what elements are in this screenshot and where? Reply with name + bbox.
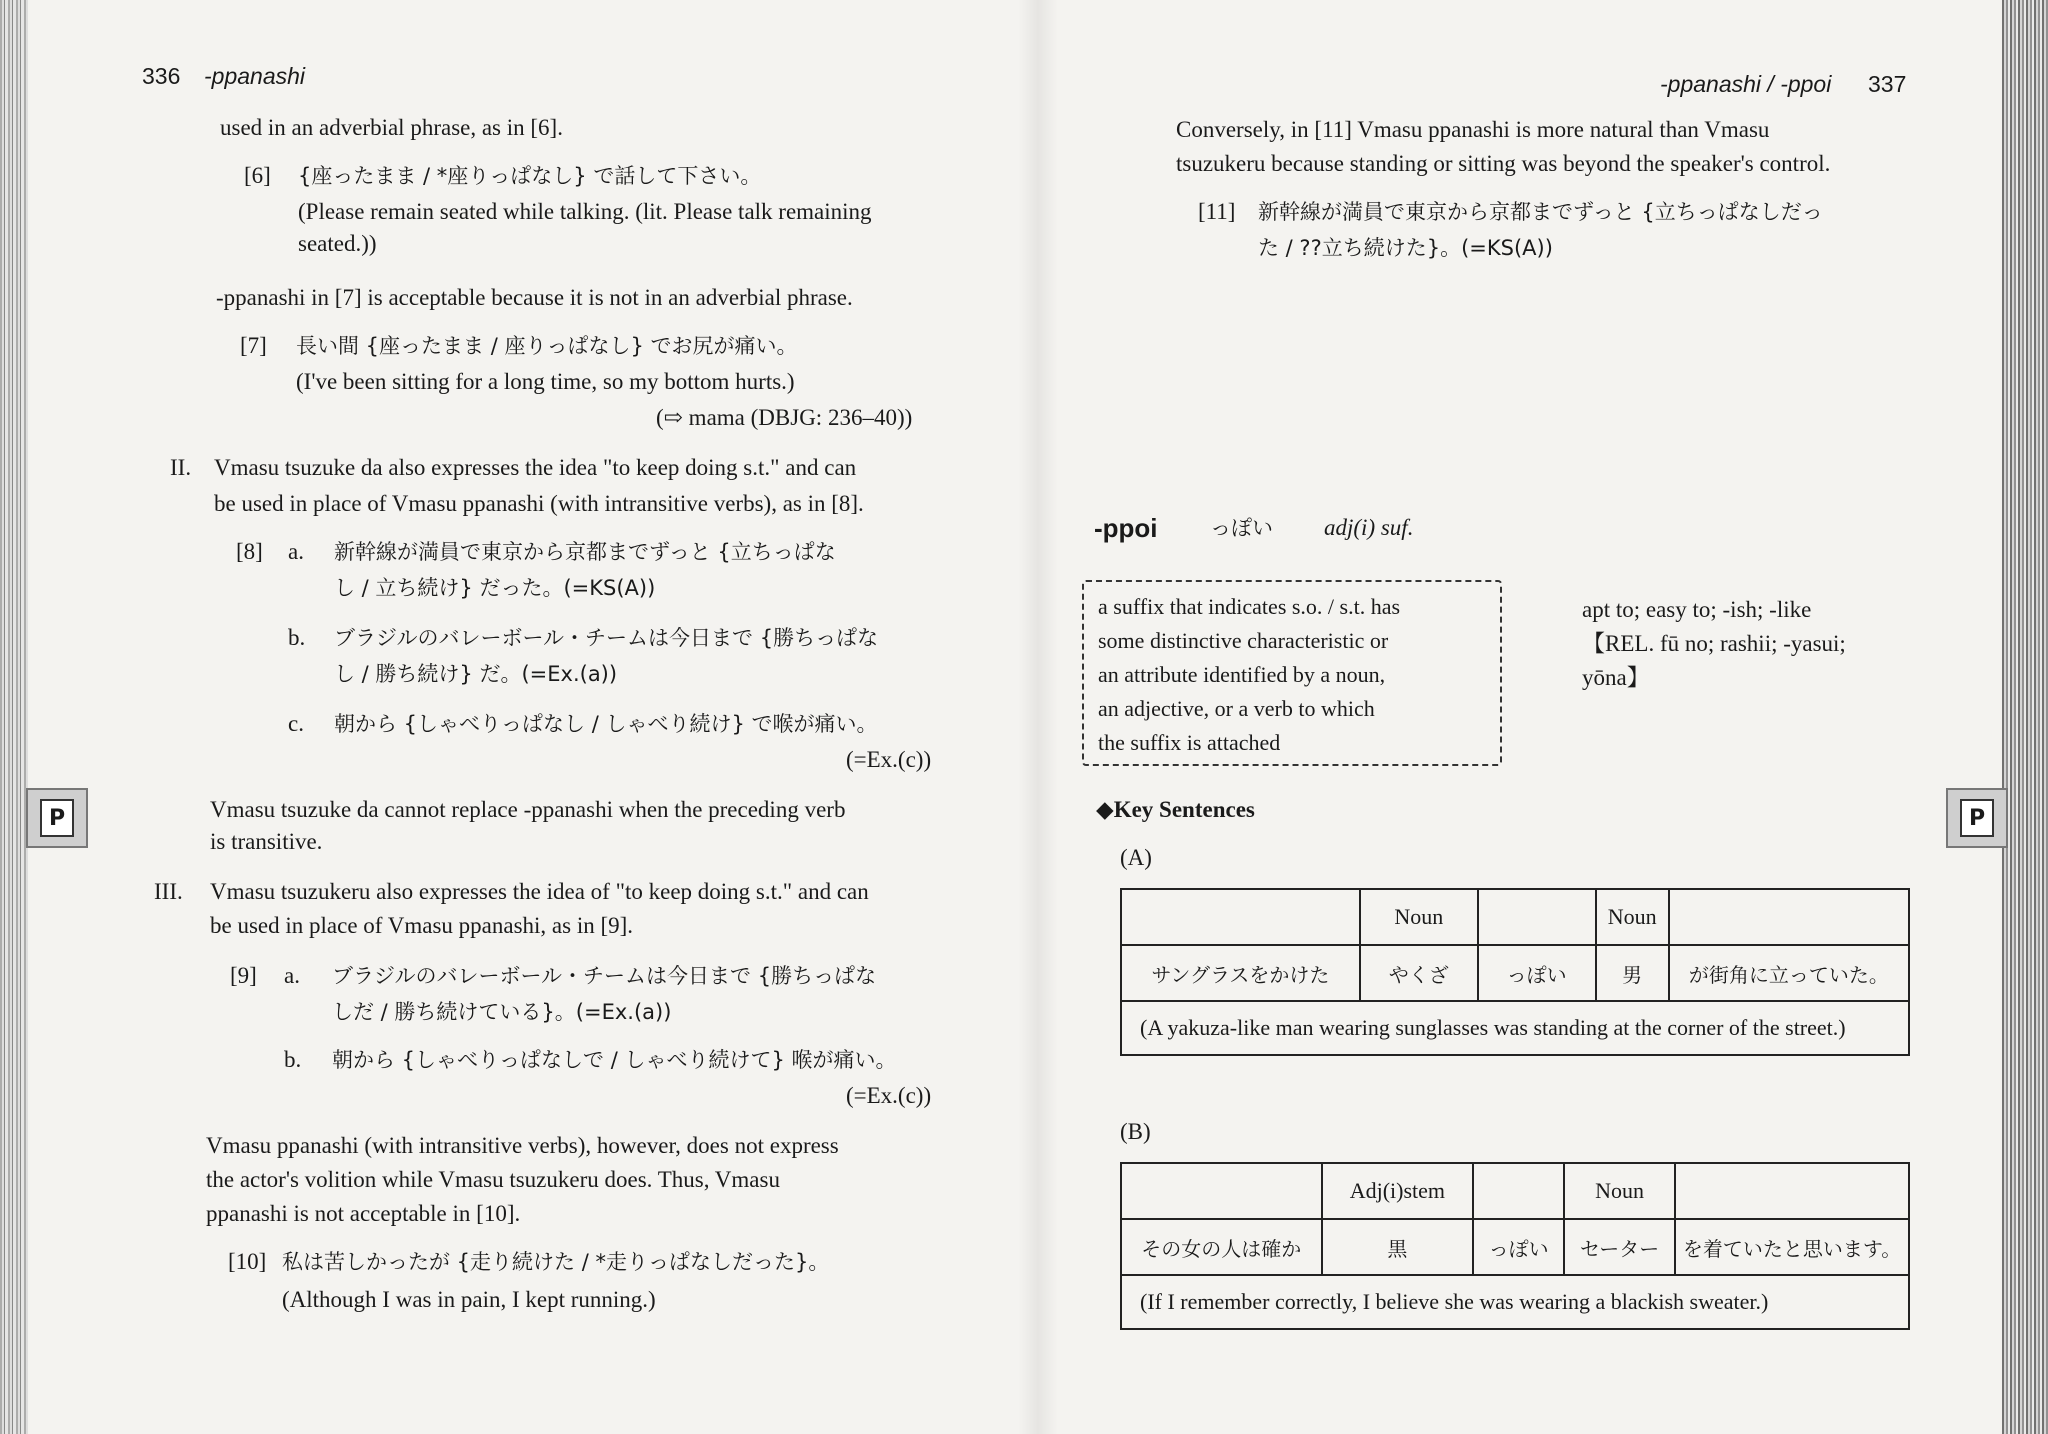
japanese-example: た / ??立ち続けた}。(=KS(A)): [1258, 236, 1553, 260]
key-sentences-heading: ◆Key Sentences: [1096, 797, 1255, 822]
example-number: [11]: [1198, 199, 1236, 224]
table-cell: [1669, 889, 1909, 945]
example-number: [9]: [230, 963, 257, 988]
japanese-example: 新幹線が満員で東京から京都までずっと {立ちっぱなしだっ: [1258, 200, 1823, 224]
tab-letter: P: [40, 799, 74, 837]
table-cell: Noun: [1360, 889, 1478, 945]
example-letter: a.: [288, 539, 304, 564]
translation-row: [1121, 1275, 1909, 1329]
definition-line: the suffix is attached: [1098, 730, 1281, 755]
page-edge-left: [0, 0, 28, 1434]
text-line: Vmasu ppanashi (with intransitive verbs), however, does not express: [206, 1133, 839, 1158]
cross-reference: (=Ex.(c)): [846, 1083, 932, 1108]
text-line: tsuzukeru because standing or sitting was beyond the speaker's control.: [1176, 151, 1831, 176]
text-line: -ppanashi in [7] is acceptable because it is not in an adverbial phrase.: [216, 285, 853, 310]
key-sentence-table-a: [1120, 888, 1910, 1056]
entry-part-of-speech: adj(i) suf.: [1324, 515, 1414, 540]
translation-line: (I've been sitting for a long time, so my bottom hurts.): [296, 369, 795, 394]
japanese-example: ブラジルのバレーボール・チームは今日まで {勝ちっぱな: [332, 964, 877, 988]
japanese-example: し / 勝ち続け} だ。(=Ex.(a)): [334, 662, 618, 686]
running-head-right: -ppanashi / -ppoi: [1660, 71, 1832, 97]
table-cell: その女の人は確か: [1121, 1219, 1322, 1275]
text-line: Vmasu tsuzukeru also expresses the idea of "to keep doing s.t." and can: [210, 879, 869, 904]
table-cell: を着ていたと思います。: [1675, 1219, 1909, 1275]
definition-line: some distinctive characteristic or: [1098, 628, 1389, 653]
thumb-index-tab-right: [1946, 788, 2008, 848]
text-line: ppanashi is not acceptable in [10].: [206, 1201, 521, 1226]
japanese-example: {座ったまま / *座りっぱなし} で話して下さい。: [298, 164, 762, 188]
text-line: be used in place of Vmasu ppanashi, as in [9].: [210, 913, 634, 938]
tab-letter: P: [1960, 799, 1994, 837]
japanese-example: 新幹線が満員で東京から京都までずっと {立ちっぱな: [334, 540, 836, 564]
table-cell: Adj(i)stem: [1322, 1163, 1474, 1219]
text-line: used in an adverbial phrase, as in [6].: [220, 115, 563, 140]
japanese-example: 長い間 {座ったまま / 座りっぱなし} でお尻が痛い。: [296, 334, 798, 358]
table-cell: っぽい: [1473, 1219, 1564, 1275]
example-letter: b.: [288, 625, 306, 650]
table-cell: 黒: [1322, 1219, 1474, 1275]
example-letter: c.: [288, 711, 304, 736]
page-edge-right: [2002, 0, 2048, 1434]
table-header-row: [1121, 1163, 1909, 1219]
cross-reference: (=Ex.(c)): [846, 747, 932, 772]
table-row: [1121, 945, 1909, 1001]
table-cell: Noun: [1596, 889, 1669, 945]
example-number: [7]: [240, 333, 267, 358]
table-cell: [1478, 889, 1596, 945]
table-a-label: (A): [1120, 845, 1152, 870]
section-numeral: III.: [154, 879, 183, 904]
table-cell: やくざ: [1360, 945, 1478, 1001]
page-number-left: 336: [142, 63, 181, 89]
japanese-example: 朝から {しゃべりっぱなしで / しゃべり続けて} 喉が痛い。: [332, 1048, 897, 1072]
table-cell: [1121, 889, 1360, 945]
text-line: Vmasu tsuzuke da also expresses the idea "to keep doing s.t." and can: [214, 455, 857, 480]
translation-row: [1121, 1001, 1909, 1055]
translation-line: (Although I was in pain, I kept running.): [282, 1287, 656, 1312]
definition-box: [1082, 580, 1502, 766]
gloss-line: apt to; easy to; -ish; -like: [1582, 597, 1812, 622]
japanese-example: し / 立ち続け} だった。(=KS(A)): [334, 576, 656, 600]
text-line: the actor's volition while Vmasu tsuzukeru does. Thus, Vmasu: [206, 1167, 780, 1192]
definition-line: an adjective, or a verb to which: [1098, 696, 1375, 721]
table-cell: [1675, 1163, 1909, 1219]
translation-line: seated.)): [298, 231, 377, 256]
translation-cell: (A yakuza-like man wearing sunglasses was standing at the corner of the street.): [1121, 1001, 1909, 1055]
entry-kana: っぽい: [1210, 516, 1273, 540]
table-cell: [1121, 1163, 1322, 1219]
section-numeral: II.: [170, 455, 192, 480]
key-sentence-table-b: [1120, 1162, 1910, 1330]
gloss-line: 【REL. fū no; rashii; -yasui;: [1582, 631, 1846, 656]
entry-headword: -ppoi: [1094, 513, 1158, 543]
table-b-label: (B): [1120, 1119, 1151, 1144]
table-cell: が街角に立っていた。: [1669, 945, 1909, 1001]
gloss-line: yōna】: [1582, 665, 1650, 690]
table-cell: セーター: [1564, 1219, 1675, 1275]
table-cell: サングラスをかけた: [1121, 945, 1360, 1001]
text-line: Conversely, in [11] Vmasu ppanashi is more natural than Vmasu: [1176, 117, 1770, 142]
text-line: is transitive.: [210, 829, 323, 854]
definition-line: an attribute identified by a noun,: [1098, 662, 1386, 687]
cross-reference: (⇨ mama (DBJG: 236–40)): [656, 405, 913, 430]
example-number: [10]: [228, 1249, 267, 1274]
japanese-example: 朝から {しゃべりっぱなし / しゃべり続け} で喉が痛い。: [334, 712, 878, 736]
table-cell: Noun: [1564, 1163, 1675, 1219]
table-cell: [1473, 1163, 1564, 1219]
definition-line: a suffix that indicates s.o. / s.t. has: [1098, 594, 1401, 619]
text-line: be used in place of Vmasu ppanashi (with intransitive verbs), as in [8].: [214, 491, 864, 516]
example-number: [6]: [244, 163, 271, 188]
japanese-example: 私は苦しかったが {走り続けた / *走りっぱなしだった}。: [282, 1250, 830, 1274]
translation-cell: (If I remember correctly, I believe she was wearing a blackish sweater.): [1121, 1275, 1909, 1329]
table-cell: っぽい: [1478, 945, 1596, 1001]
table-header-row: [1121, 889, 1909, 945]
thumb-index-tab-left: [26, 788, 88, 848]
japanese-example: しだ / 勝ち続けている}。(=Ex.(a)): [332, 1000, 672, 1024]
example-letter: b.: [284, 1047, 302, 1072]
running-head-left: -ppanashi: [204, 63, 306, 89]
example-number: [8]: [236, 539, 263, 564]
page-number-right: 337: [1868, 71, 1907, 97]
table-cell: 男: [1596, 945, 1669, 1001]
text-line: Vmasu tsuzuke da cannot replace -ppanashi when the preceding verb: [210, 797, 846, 822]
japanese-example: ブラジルのバレーボール・チームは今日まで {勝ちっぱな: [334, 626, 879, 650]
translation-line: (Please remain seated while talking. (lit. Please talk remaining: [298, 199, 872, 224]
table-row: [1121, 1219, 1909, 1275]
book-gutter: [1018, 0, 1058, 1434]
example-letter: a.: [284, 963, 300, 988]
